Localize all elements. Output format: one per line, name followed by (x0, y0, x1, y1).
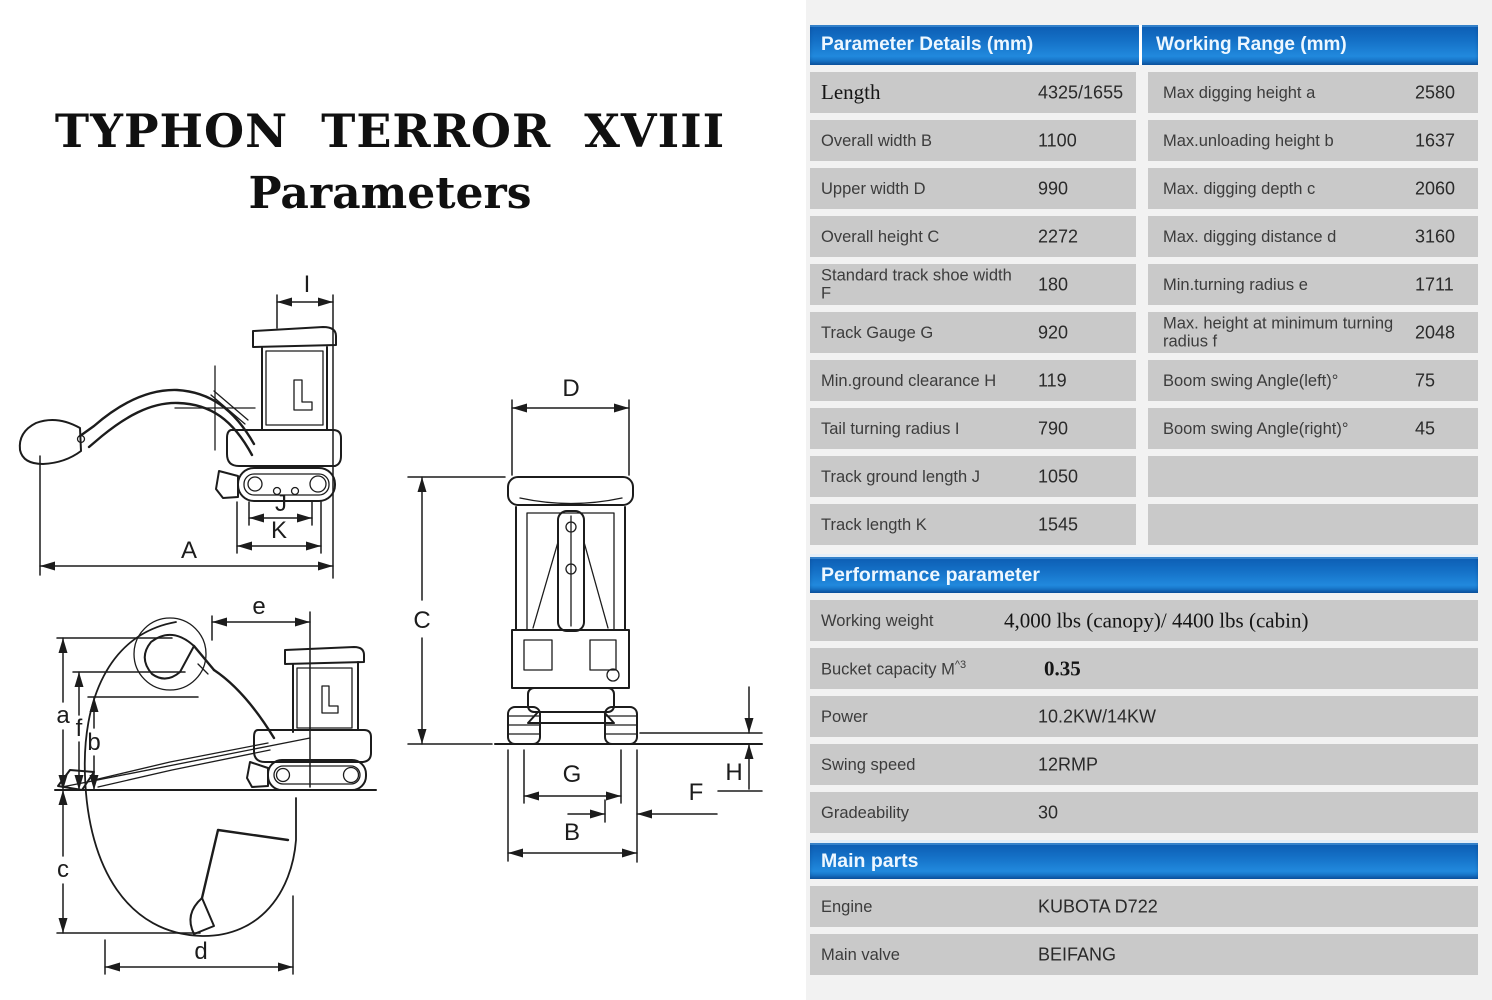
performance-cell (810, 600, 1478, 641)
range-value: 2060 (1415, 178, 1456, 198)
dim-label-f: f (75, 715, 83, 742)
dim-label-a: a (56, 702, 70, 729)
param-cell (810, 360, 1136, 401)
param-label: Tail turning radius I (821, 419, 960, 438)
dim-label-B: B (563, 819, 581, 846)
performance-cell (810, 792, 1478, 833)
working-range-machine-drawing (55, 618, 376, 936)
range-value: 75 (1415, 370, 1436, 390)
side-view-machine-drawing (20, 327, 341, 501)
range-label: Boom swing Angle(left)° (1163, 371, 1339, 390)
range-label: Max. digging depth c (1163, 179, 1316, 198)
performance-value: 10.2KW/14KW (1038, 706, 1157, 726)
param-label: Min.ground clearance H (821, 371, 997, 390)
param-cell (810, 72, 1136, 113)
main-parts-cell (810, 934, 1478, 975)
table-row (810, 216, 1478, 257)
range-value: 45 (1415, 418, 1436, 438)
working-range-header: Working Range (mm) (1156, 34, 1347, 55)
range-cell-empty (1148, 504, 1478, 545)
dim-label-c: c (57, 856, 69, 883)
working-range-diagram (0, 590, 400, 1000)
param-value: 920 (1038, 322, 1069, 342)
table-row (810, 744, 1478, 785)
main-parts-label: Main valve (821, 945, 900, 964)
page-title-line1: TYPHON TERROR XVIII (54, 104, 726, 159)
range-label: Boom swing Angle(right)° (1163, 419, 1349, 438)
table-row (810, 360, 1478, 401)
dim-label-H: H (725, 759, 743, 786)
range-cell (1148, 216, 1478, 257)
param-value: 1545 (1038, 514, 1079, 534)
front-view-machine-drawing (495, 477, 762, 744)
excavator-front-view-diagram (400, 370, 780, 880)
table-row (810, 934, 1478, 975)
param-value: 4325/1655 (1038, 82, 1124, 102)
table-row (810, 600, 1478, 641)
page-title-line2: Parameters (248, 168, 532, 220)
performance-label: Bucket capacity $M^{\^{}3}$ (821, 658, 967, 679)
range-label: Max. digging distance d (1163, 227, 1337, 246)
dim-label-J: J (275, 490, 287, 517)
main-parts-section-header: Main parts (810, 840, 1478, 879)
param-cell (810, 408, 1136, 449)
param-cell (810, 216, 1136, 257)
performance-label: Power (821, 707, 868, 726)
performance-cell (810, 696, 1478, 737)
dim-label-e: e (252, 593, 266, 620)
table-row (810, 696, 1478, 737)
range-cell (1148, 168, 1478, 209)
param-value: 790 (1038, 418, 1069, 438)
dim-label-K: K (270, 517, 288, 544)
main-parts-cell (810, 886, 1478, 927)
performance-value: 0.35 (1044, 656, 1081, 680)
performance-section-header: Performance parameter (810, 554, 1478, 593)
range-cell (1148, 72, 1478, 113)
table-row (810, 168, 1478, 209)
dim-label-b: b (87, 729, 101, 756)
param-label: Length (821, 79, 881, 104)
param-label: Track Gauge G (821, 323, 934, 342)
param-cell (810, 504, 1136, 545)
range-cell-empty (1148, 456, 1478, 497)
range-value: 1711 (1415, 274, 1454, 294)
parameter-details-header: Parameter Details (mm) (821, 34, 1034, 55)
dim-label-I: I (303, 271, 311, 298)
table-row (810, 792, 1478, 833)
performance-value: 4,000 lbs (canopy)/ 4400 lbs (cabin) (1004, 608, 1309, 632)
performance-cell (810, 744, 1478, 785)
performance-value: 30 (1038, 802, 1059, 822)
main-parts-value: KUBOTA D722 (1038, 896, 1158, 916)
performance-label: Working weight (821, 611, 934, 630)
range-cell (1148, 120, 1478, 161)
working-range-dimensions (56, 593, 310, 974)
param-cell (810, 168, 1136, 209)
table-row (810, 456, 1478, 497)
range-value: 2580 (1415, 82, 1456, 102)
excavator-side-view-diagram (5, 268, 350, 588)
table-row (810, 312, 1478, 353)
param-cell (810, 312, 1136, 353)
range-label: Max digging height a (1163, 83, 1316, 102)
param-value: 180 (1038, 274, 1069, 294)
param-value: 1100 (1038, 130, 1077, 150)
parameter-table-header (810, 25, 1478, 65)
performance-value: 12RMP (1038, 754, 1099, 774)
dim-label-F: F (688, 779, 704, 806)
dim-label-C: C (413, 607, 431, 634)
range-value: 2048 (1415, 322, 1456, 342)
param-label: Track ground length J (821, 467, 980, 486)
param-cell (810, 264, 1136, 305)
range-label: Min.turning radius e (1163, 275, 1308, 294)
param-value: 990 (1038, 178, 1069, 198)
table-row (810, 72, 1478, 113)
table-row (810, 264, 1478, 305)
param-cell (810, 120, 1136, 161)
param-label: Standard track shoe width F (821, 266, 1012, 303)
performance-cell (810, 648, 1478, 689)
range-cell (1148, 312, 1478, 353)
table-row (810, 120, 1478, 161)
param-value: 119 (1038, 370, 1067, 390)
param-label: Track length K (821, 515, 927, 534)
range-label: Max. height at minimum turning radius f (1163, 314, 1394, 351)
range-cell (1148, 264, 1478, 305)
page-title (40, 105, 740, 218)
param-value: 2272 (1038, 226, 1079, 246)
dim-label-D: D (562, 375, 580, 402)
performance-label: Swing speed (821, 755, 916, 774)
main-parts-label: Engine (821, 897, 873, 916)
range-cell (1148, 360, 1478, 401)
dim-label-d: d (194, 938, 208, 965)
table-row (810, 408, 1478, 449)
param-label: Upper width D (821, 179, 926, 198)
table-row (810, 504, 1478, 545)
dim-label-G: G (562, 761, 582, 788)
param-label: Overall width B (821, 131, 932, 150)
spec-tables (810, 25, 1478, 982)
param-cell (810, 456, 1136, 497)
param-label: Overall height C (821, 227, 940, 246)
main-parts-value: BEIFANG (1038, 944, 1117, 964)
table-row (810, 886, 1478, 927)
range-cell (1148, 408, 1478, 449)
dim-label-A: A (180, 537, 198, 564)
range-value: 3160 (1415, 226, 1456, 246)
range-value: 1637 (1415, 130, 1456, 150)
cubic-meter-superscript: ^3 (954, 658, 967, 671)
table-row (810, 648, 1478, 689)
performance-label: Gradeability (821, 803, 910, 822)
param-value: 1050 (1038, 466, 1079, 486)
range-label: Max.unloading height b (1163, 131, 1334, 150)
